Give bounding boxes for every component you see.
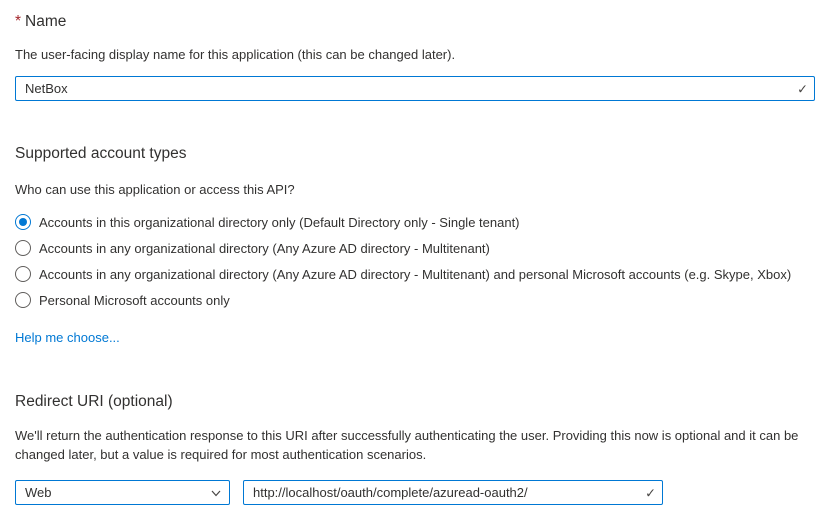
- radio-option-3[interactable]: [15, 287, 815, 313]
- radio-button-icon[interactable]: [15, 214, 31, 230]
- redirect-uri-input[interactable]: [243, 480, 663, 505]
- account-types-question: Who can use this application or access this API?: [15, 182, 295, 197]
- radio-option-label: Accounts in any organizational directory (Any Azure AD directory - Multitenant) and personal Microsoft accounts (e.g. Skype, Xbox): [39, 266, 792, 282]
- account-types-title: Supported account types: [15, 145, 187, 162]
- radio-option-0[interactable]: [15, 209, 815, 235]
- redirect-uri-row: [15, 480, 815, 505]
- radio-button-icon[interactable]: [15, 266, 31, 282]
- radio-option-2[interactable]: [15, 261, 815, 287]
- name-input[interactable]: [15, 76, 815, 101]
- radio-option-1[interactable]: [15, 235, 815, 261]
- name-description: The user-facing display name for this application (this can be changed later).: [15, 47, 456, 62]
- radio-option-label: Personal Microsoft accounts only: [39, 292, 230, 308]
- valid-checkmark-icon: ✓: [797, 81, 808, 96]
- required-asterisk: *: [15, 13, 22, 30]
- chevron-down-icon: [210, 487, 222, 499]
- radio-button-icon[interactable]: [15, 240, 31, 256]
- radio-option-label: Accounts in any organizational directory (Any Azure AD directory - Multitenant): [39, 240, 490, 256]
- redirect-uri-title: Redirect URI (optional): [15, 393, 173, 410]
- redirect-uri-description: We'll return the authentication response to this URI after successfully authenticating the user. Providing this now is optional and it can be changed later, but a value is required for most authentication scenarios.: [15, 428, 799, 462]
- account-types-radio-group: [15, 209, 815, 313]
- valid-checkmark-icon: ✓: [645, 485, 656, 500]
- name-label: [15, 12, 815, 32]
- radio-button-icon[interactable]: [15, 292, 31, 308]
- help-me-choose-link[interactable]: Help me choose...: [15, 330, 120, 345]
- redirect-uri-input-container: [243, 480, 663, 505]
- name-label-text: Name: [25, 13, 67, 30]
- platform-select[interactable]: [15, 480, 230, 505]
- name-input-container: [15, 76, 815, 101]
- radio-option-label: Accounts in this organizational directory only (Default Directory only - Single tenant): [39, 214, 520, 230]
- platform-select-value: Web: [25, 485, 52, 500]
